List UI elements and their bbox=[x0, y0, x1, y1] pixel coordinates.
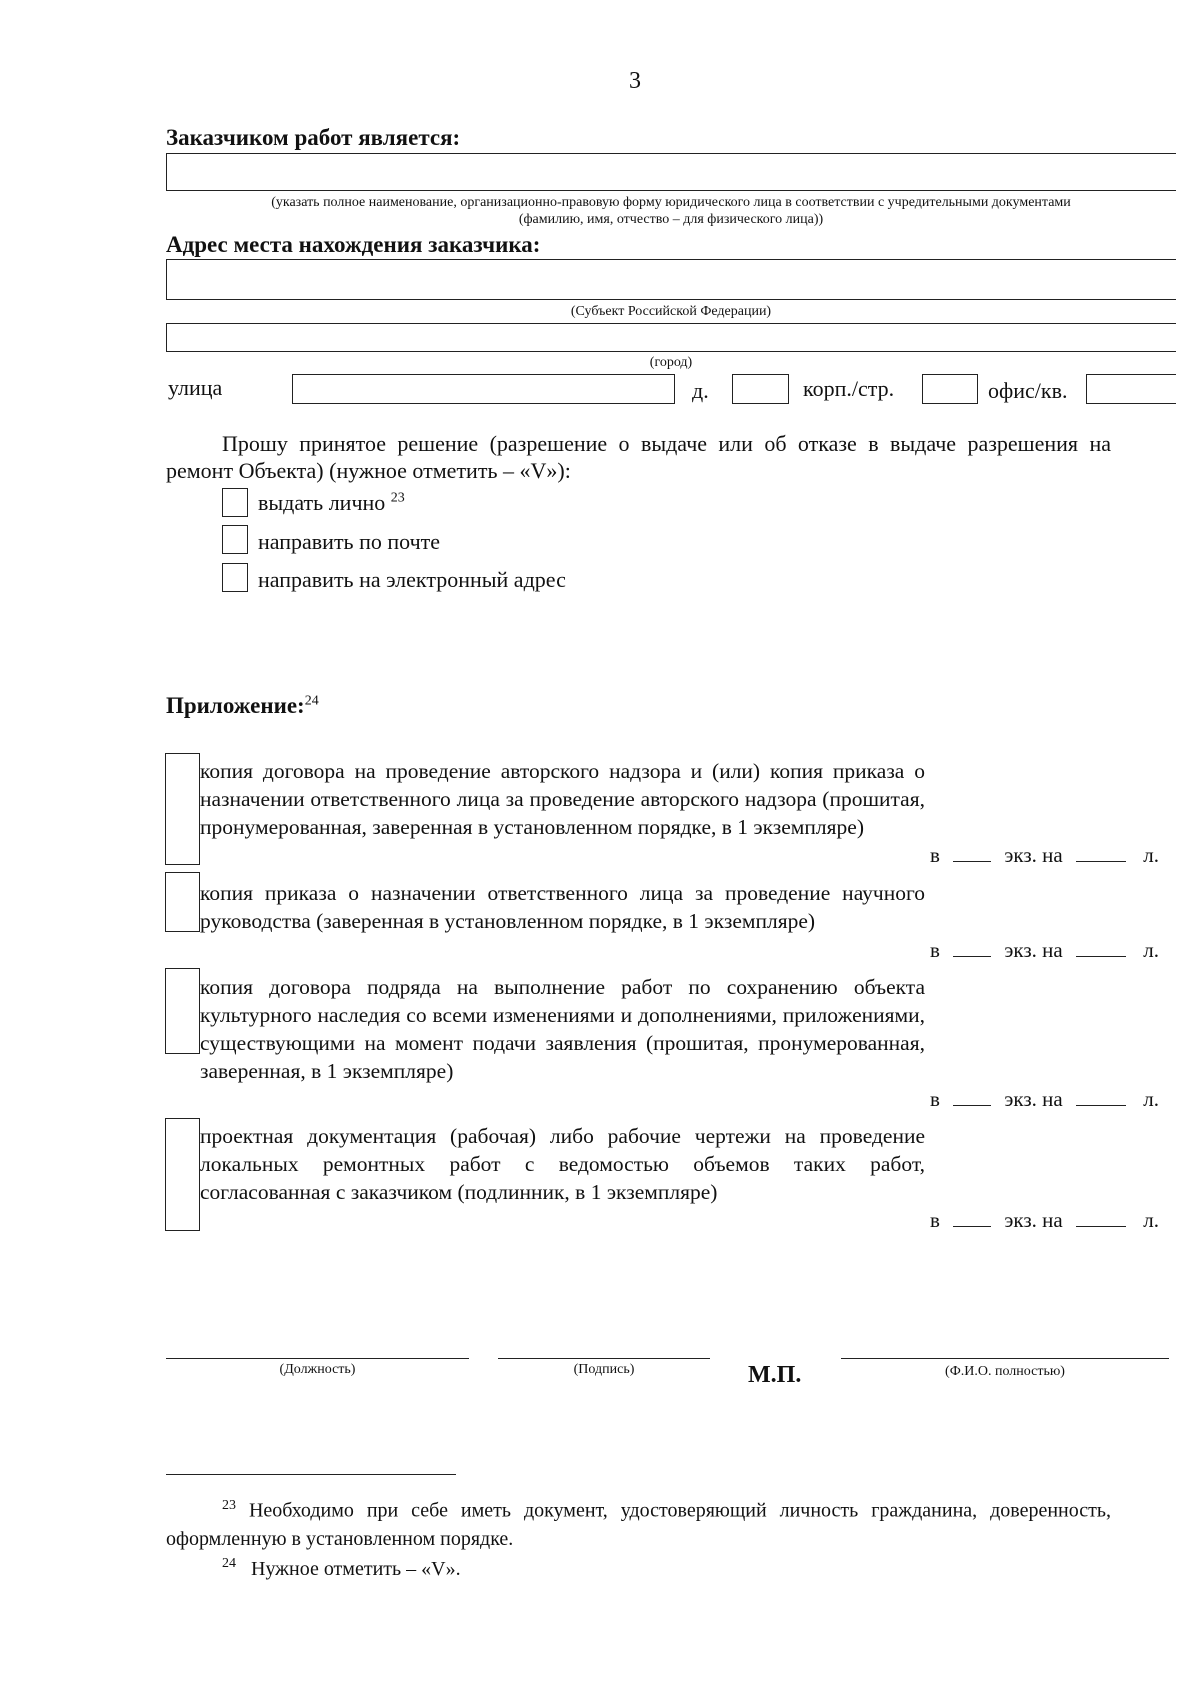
stamp-label: М.П. bbox=[748, 1362, 802, 1388]
building-field[interactable] bbox=[922, 374, 978, 404]
option-by-mail-checkbox[interactable] bbox=[222, 525, 248, 554]
footnote-23-num: 23 bbox=[222, 1498, 236, 1513]
request-text: Прошу принятое решение (разрешение о выдаче или об отказе в выдаче разрешения на ремонт Объекта) (нужное отметить – «V»): bbox=[166, 431, 1111, 483]
footnote-24-num: 24 bbox=[222, 1556, 236, 1571]
house-label: д. bbox=[692, 378, 709, 403]
option-by-email-checkbox[interactable] bbox=[222, 563, 248, 592]
footnote-separator bbox=[166, 1474, 456, 1475]
option-in-person-footnote-ref: 23 bbox=[390, 490, 405, 506]
attachment-2-copies-blank[interactable] bbox=[953, 956, 991, 957]
subject-label: (Субъект Российской Федерации) bbox=[570, 304, 772, 319]
address-heading: Адрес места нахождения заказчика: bbox=[166, 232, 541, 257]
city-label: (город) bbox=[649, 355, 693, 370]
subject-field[interactable] bbox=[166, 259, 1176, 300]
attachment-3-checkbox[interactable] bbox=[165, 968, 200, 1054]
option-in-person-label: выдать лично bbox=[258, 490, 386, 515]
attachment-1-checkbox[interactable] bbox=[165, 753, 200, 865]
attachment-1-in: в bbox=[930, 843, 940, 867]
attachment-1-text: копия договора на проведение авторского надзора и (или) копия приказа о назначении ответственного лица за проведение авторского надзора (прошитая, пронумерованная, заверенная в установленном порядке, в 1 экземпляре) bbox=[200, 759, 925, 839]
customer-hint-line2: (фамилию, имя, отчество – для физического лица)) bbox=[518, 212, 824, 227]
signature-line[interactable] bbox=[498, 1358, 710, 1359]
attachment-3-copies bbox=[930, 1087, 1159, 1112]
attachment-4-copies-label: экз. на bbox=[1004, 1208, 1063, 1232]
house-field[interactable] bbox=[732, 374, 789, 404]
office-label: офис/кв. bbox=[988, 378, 1068, 403]
attachment-3-text: копия договора подряда на выполнение работ по сохранению объекта культурного наследия со всеми изменениями и дополнениями, приложениями, существующими на момент подачи заявления (прошитая, пронумерованная, заверенная, в 1 экземпляре) bbox=[200, 975, 925, 1083]
attachment-4-copies-blank[interactable] bbox=[953, 1226, 991, 1227]
attachment-4-copies bbox=[930, 1208, 1159, 1233]
attachment-2-in: в bbox=[930, 938, 940, 962]
attachment-2-copies-label: экз. на bbox=[1004, 938, 1063, 962]
customer-heading: Заказчиком работ является: bbox=[166, 125, 461, 150]
option-in-person-checkbox[interactable] bbox=[222, 488, 248, 517]
attachments-heading-label: Приложение: bbox=[166, 693, 305, 718]
option-by-mail-label: направить по почте bbox=[258, 529, 441, 554]
fio-line[interactable] bbox=[841, 1358, 1169, 1359]
customer-name-field[interactable] bbox=[166, 153, 1176, 191]
footnote-23-text: Необходимо при себе иметь документ, удостоверяющий личность гражданина, доверенность, оформленную в установленном порядке. bbox=[166, 1499, 1111, 1550]
attachment-4-sheets-blank[interactable] bbox=[1076, 1226, 1126, 1227]
attachments-heading bbox=[166, 693, 319, 719]
attachments-footnote-ref: 24 bbox=[304, 693, 319, 709]
attachment-2-text: копия приказа о назначении ответственного лица за проведение научного руководства (заверенная в установленном порядке, в 1 экземпляре) bbox=[200, 881, 925, 933]
attachment-3-in: в bbox=[930, 1087, 940, 1111]
attachment-4-sheets-label: л. bbox=[1143, 1208, 1159, 1232]
attachment-1-sheets-blank[interactable] bbox=[1076, 861, 1126, 862]
street-label: улица bbox=[168, 375, 223, 400]
attachment-1-sheets-label: л. bbox=[1143, 843, 1159, 867]
option-by-email-label: направить на электронный адрес bbox=[258, 567, 566, 592]
signature-label: (Подпись) bbox=[573, 1362, 635, 1377]
attachment-4-text: проектная документация (рабочая) либо рабочие чертежи на проведение локальных ремонтных работ с ведомостью объемов таких работ, согласованная с заказчиком (подлинник, в 1 экземпляре) bbox=[200, 1124, 925, 1204]
street-field[interactable] bbox=[292, 374, 675, 404]
attachment-4-checkbox[interactable] bbox=[165, 1118, 200, 1231]
office-field[interactable] bbox=[1086, 374, 1176, 404]
attachment-1-copies bbox=[930, 843, 1159, 868]
customer-hint-line1: (указать полное наименование, организационно-правовую форму юридического лица в соответствии с учредительными документами bbox=[271, 195, 1071, 210]
customer-hint bbox=[166, 194, 1176, 228]
position-line[interactable] bbox=[166, 1358, 469, 1359]
attachment-3-sheets-label: л. bbox=[1143, 1087, 1159, 1111]
attachment-4-in: в bbox=[930, 1208, 940, 1232]
footnote-24 bbox=[222, 1550, 461, 1583]
fio-label: (Ф.И.О. полностью) bbox=[945, 1364, 1065, 1379]
footnote-23 bbox=[166, 1492, 1111, 1553]
attachment-2-checkbox[interactable] bbox=[165, 872, 200, 932]
option-in-person bbox=[258, 490, 405, 516]
attachment-2-copies bbox=[930, 938, 1159, 963]
attachment-2-sheets-blank[interactable] bbox=[1076, 956, 1126, 957]
page-number: 3 bbox=[629, 68, 641, 94]
position-label: (Должность) bbox=[279, 1362, 356, 1377]
attachment-3-sheets-blank[interactable] bbox=[1076, 1105, 1126, 1106]
attachment-3-copies-label: экз. на bbox=[1004, 1087, 1063, 1111]
attachment-1-copies-label: экз. на bbox=[1004, 843, 1063, 867]
city-field[interactable] bbox=[166, 323, 1176, 352]
attachment-1-copies-blank[interactable] bbox=[953, 861, 991, 862]
building-label: корп./стр. bbox=[803, 376, 895, 401]
attachment-2-sheets-label: л. bbox=[1143, 938, 1159, 962]
footnote-24-text: Нужное отметить – «V». bbox=[251, 1557, 461, 1580]
attachment-3-copies-blank[interactable] bbox=[953, 1105, 991, 1106]
